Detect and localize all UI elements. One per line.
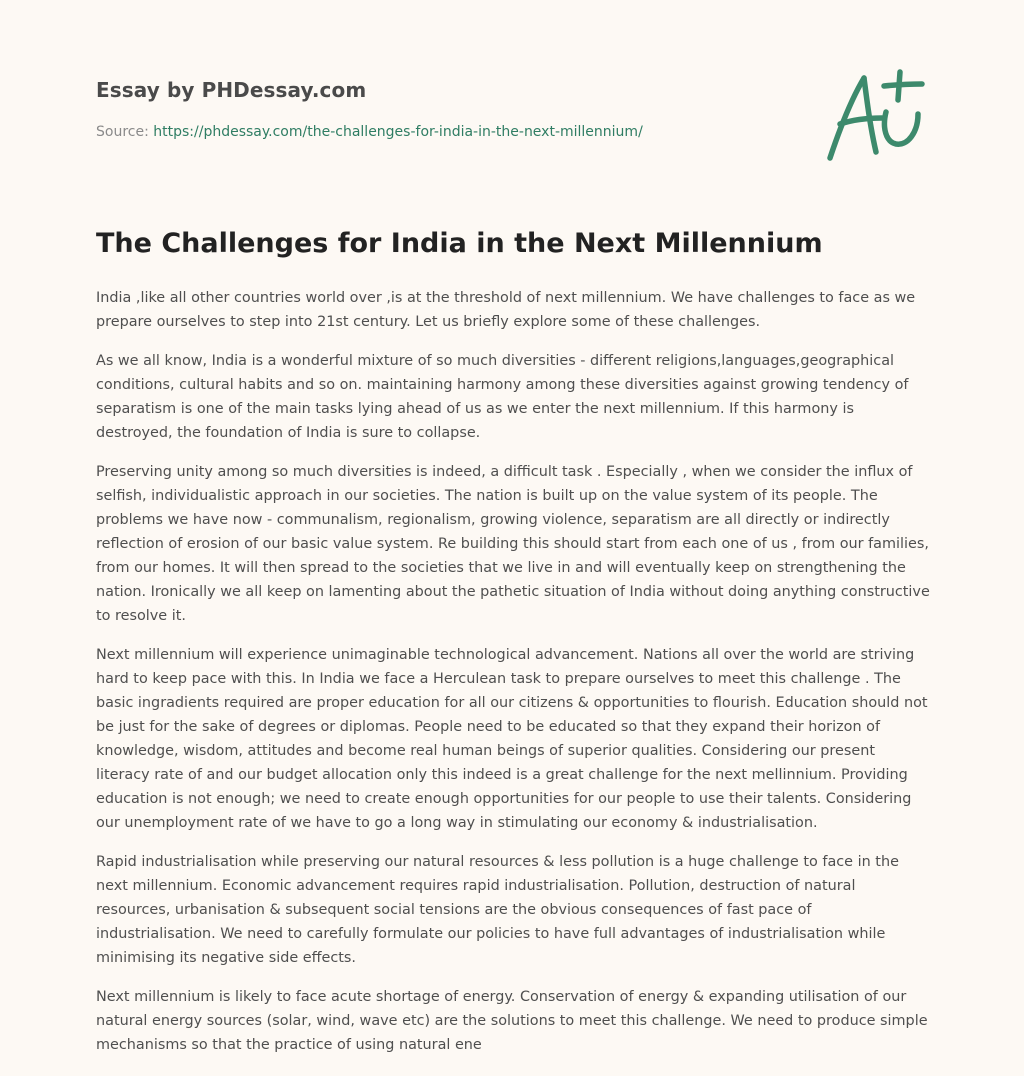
essay-paragraph: India ,like all other countries world over ,is at the threshold of next millennium. We have challenges to face as we prepare ourselves to step into 21st century. Let us briefly explore some of these challenges. [96,290,916,330]
essay-paragraph: Next millennium is likely to face acute shortage of energy. Conservation of energy & expanding utilisation of our natural energy sources (solar, wind, wave etc) are the solutions to meet this challenge. We need to produce simple mechanisms so that the practice of using natural ene [96,989,928,1053]
source-label: Source: [96,124,149,140]
site-brand: Essay by PHDessay.com [96,78,367,102]
essay-title: The Challenges for India in the Next Millennium [96,228,823,259]
source-link[interactable]: https://phdessay.com/the-challenges-for-india-in-the-next-millennium/ [153,124,643,140]
essay-paragraph: Next millennium will experience unimaginable technological advancement. Nations all over the world are striving hard to keep pace with this. In India we face a Herculean task to prepare ourselves to meet this challenge . The basic ingradients required are proper education for all our citizens & opportunities to flourish. Education should not be just for the sake of degrees or diplomas. People need to be educated so that they expand their horizon of knowledge, wisdom, attitudes and become real human beings of superior qualities. Considering our present literacy rate of and our budget allocation only this indeed is a great challenge for the next mellinnium. Providing education is not enough; we need to create enough opportunities for our people to use their talents. Considering our unemployment rate of we have to go a long way in stimulating our economy & industrialisation. [96,647,928,831]
source-line [96,122,796,142]
a-plus-grade-icon [822,66,932,166]
essay-paragraph: As we all know, India is a wonderful mixture of so much diversities - different religions,languages,geographical conditions, cultural habits and so on. maintaining harmony among these diversities against growing tendency of separatism is one of the main tasks lying ahead of us as we enter the next millennium. If this harmony is destroyed, the foundation of India is sure to collapse. [96,353,909,441]
essay-body [96,286,932,1062]
essay-paragraph: Preserving unity among so much diversities is indeed, a difficult task . Especially , when we consider the influx of selfish, individualistic approach in our societies. The nation is built up on the value system of its people. The problems we have now - communalism, regionalism, growing violence, separatism are all directly or indirectly reflection of erosion of our basic value system. Re building this should start from each one of us , from our families, from our homes. It will then spread to the societies that we live in and will eventually keep on strengthening the nation. Ironically we all keep on lamenting about the pathetic situation of India without doing anything constructive to resolve it. [96,464,930,624]
essay-header [96,76,796,142]
essay-paragraph: Rapid industrialisation while preserving our natural resources & less pollution is a huge challenge to face in the next millennium. Economic advancement requires rapid industrialisation. Pollution, destruction of natural resources, urbanisation & subsequent social tensions are the obvious consequences of fast pace of industrialisation. We need to carefully formulate our policies to have full advantages of industrialisation while minimising its negative side effects. [96,854,899,966]
